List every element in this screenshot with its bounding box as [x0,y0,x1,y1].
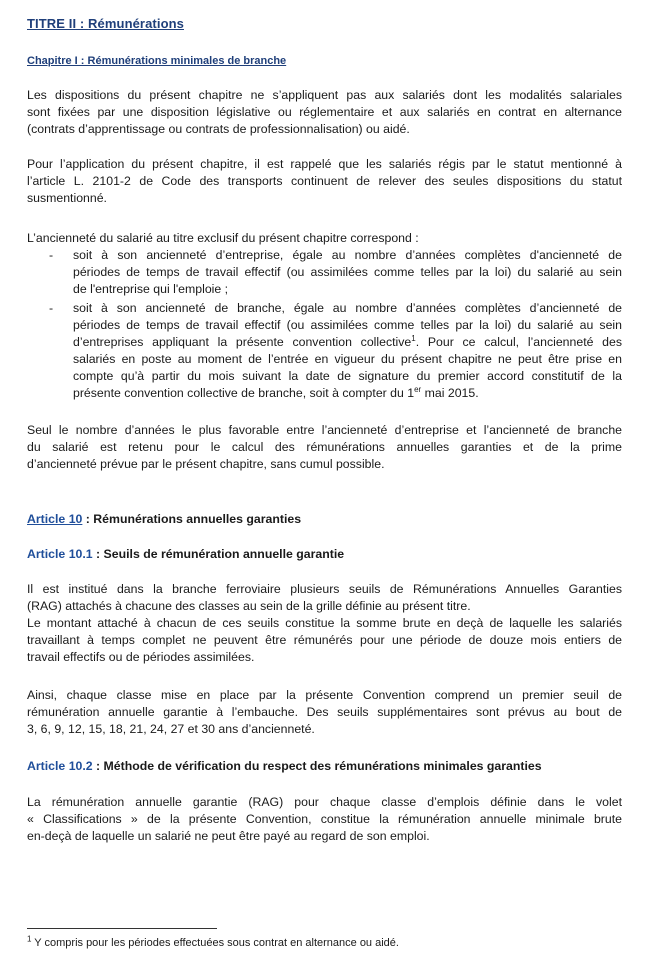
bullet-item-1 [73,247,622,298]
bullet-line: salariés en poste au moment de l’entrée en vigueur du présent chapitre ne peut être prise en [73,352,622,366]
footnote-separator [27,928,217,929]
bullet-text: d’entreprises appliquant la présente convention collective [73,335,412,349]
paragraph-line: Pour l’application du présent chapitre, il est rappelé que les salariés régis par le statut mentionné à [27,157,622,171]
paragraph-line: La rémunération annuelle garantie (RAG) pour chaque classe d’emplois définie dans le volet [27,795,622,809]
paragraph-6 [27,615,622,666]
paragraph-4 [27,422,622,473]
paragraph-line: en-deçà de laquelle un salarié ne peut être payé au regard de son emploi. [27,829,430,843]
article-10-2-heading [27,758,542,775]
article-number: Article 10.2 [27,759,93,773]
paragraph-line: travail effectifs ou de périodes assimilées. [27,650,255,664]
paragraph-line: du salarié est retenu pour le calcul des rémunérations annuelles garanties et de la prime [27,440,622,454]
footnote-number: 1 [27,934,32,944]
bullet-line: périodes de temps de travail effectif (ou assimilées comme telles par la loi) du salarié au sein [73,265,622,279]
title-heading [27,15,184,32]
bullet-line: compte qu’à partir du mois suivant la date de signature du premier accord constitutif de la [73,369,622,383]
paragraph-2 [27,156,622,207]
paragraph-line: d’ancienneté prévue par le présent chapitre, sans cumul possible. [27,457,385,471]
paragraph-line: susmentionné. [27,191,107,205]
paragraph-line: (RAG) attachés à chacune des classes au sein de la grille définie au présent titre. [27,599,471,613]
article-title: : Seuils de rémunération annuelle garantie [92,547,345,561]
footnote-ref: 1 [411,333,416,343]
footnote [27,935,399,952]
paragraph-line: Seul le nombre d’années le plus favorable entre l’ancienneté d’entreprise et l’ancienneté de branche [27,423,622,437]
bullet-item-2 [73,300,622,402]
bullet-marker: - [49,248,54,262]
bullet-text: mai 2015. [421,386,479,400]
paragraph-line: rémunération annuelle garantie à l’embauche. Des seuils supplémentaires sont prévus au bout de [27,705,622,719]
paragraph-line: Il est institué dans la branche ferroviaire plusieurs seuils de Rémunérations Annuelles Garanties [27,582,622,596]
paragraph-line: (contrats d’apprentissage ou contrats de professionnalisation) ou aidé. [27,122,410,136]
paragraph-line: travaillant à temps complet ne peuvent être rémunérés pour une période de douze mois entiers de [27,633,622,647]
paragraph-line: sont fixées par une disposition législative ou réglementaire et aux salariés en contrat en alternance [27,105,622,119]
article-number: Article 10.1 [27,547,93,561]
bullet-marker: - [49,301,54,315]
bullet-text: . Pour ce calcul, l’ancienneté des [415,335,623,349]
bullet-line: périodes de temps de travail effectif (ou assimilées comme telles par la loi) du salarié au sein [73,318,622,332]
paragraph-line: L’ancienneté du salarié au titre exclusif du présent chapitre correspond : [27,231,419,245]
title-text: Rémunérations [88,16,184,31]
article-10-1-heading [27,546,344,563]
paragraph-line: Ainsi, chaque classe mise en place par la présente Convention comprend un premier seuil de [27,688,622,702]
paragraph-3-intro [27,230,622,247]
paragraph-line: 3, 6, 9, 12, 15, 18, 21, 24, 27 et 30 ans d’ancienneté. [27,722,315,736]
paragraph-line: « Classifications » de la présente Convention, constitue la rémunération annuelle minimale brute [27,812,622,826]
paragraph-5 [27,581,622,615]
bullet-text: présente convention collective de branche, soit à compter du 1 [73,386,415,400]
paragraph-7 [27,687,622,738]
bullet-line [73,385,622,402]
bullet-line: de l'entreprise qui l'emploie ; [73,282,229,296]
chapter-heading: Chapitre I : Rémunérations minimales de branche [27,55,287,67]
title-prefix: TITRE II : [27,16,89,31]
footnote-text: Y compris pour les périodes effectuées sous contrat en alternance ou aidé. [31,937,399,949]
article-10-heading [27,511,301,528]
paragraph-8 [27,794,622,845]
paragraph-line: l’article L. 2101-2 de Code des transports continuent de relever des seules dispositions du statut [27,174,622,188]
bullet-line: soit à son ancienneté de branche, égale au nombre d’années complètes d’ancienneté de [73,301,622,315]
superscript: er [414,384,422,394]
bullet-line: soit à son ancienneté d’entreprise, égale au nombre d’années complètes d'ancienneté de [73,248,622,262]
article-title: : Méthode de vérification du respect des rémunérations minimales garanties [92,759,542,773]
paragraph-line: Le montant attaché à chacun de ces seuils constitue la somme brute en deçà de laquelle les salariés [27,616,622,630]
bullet-line [73,334,622,351]
article-number: Article 10 [27,512,83,526]
paragraph-1 [27,87,622,138]
article-title: : Rémunérations annuelles garanties [82,512,302,526]
paragraph-line: Les dispositions du présent chapitre ne s’appliquent pas aux salariés dont les modalités salariales [27,88,622,102]
